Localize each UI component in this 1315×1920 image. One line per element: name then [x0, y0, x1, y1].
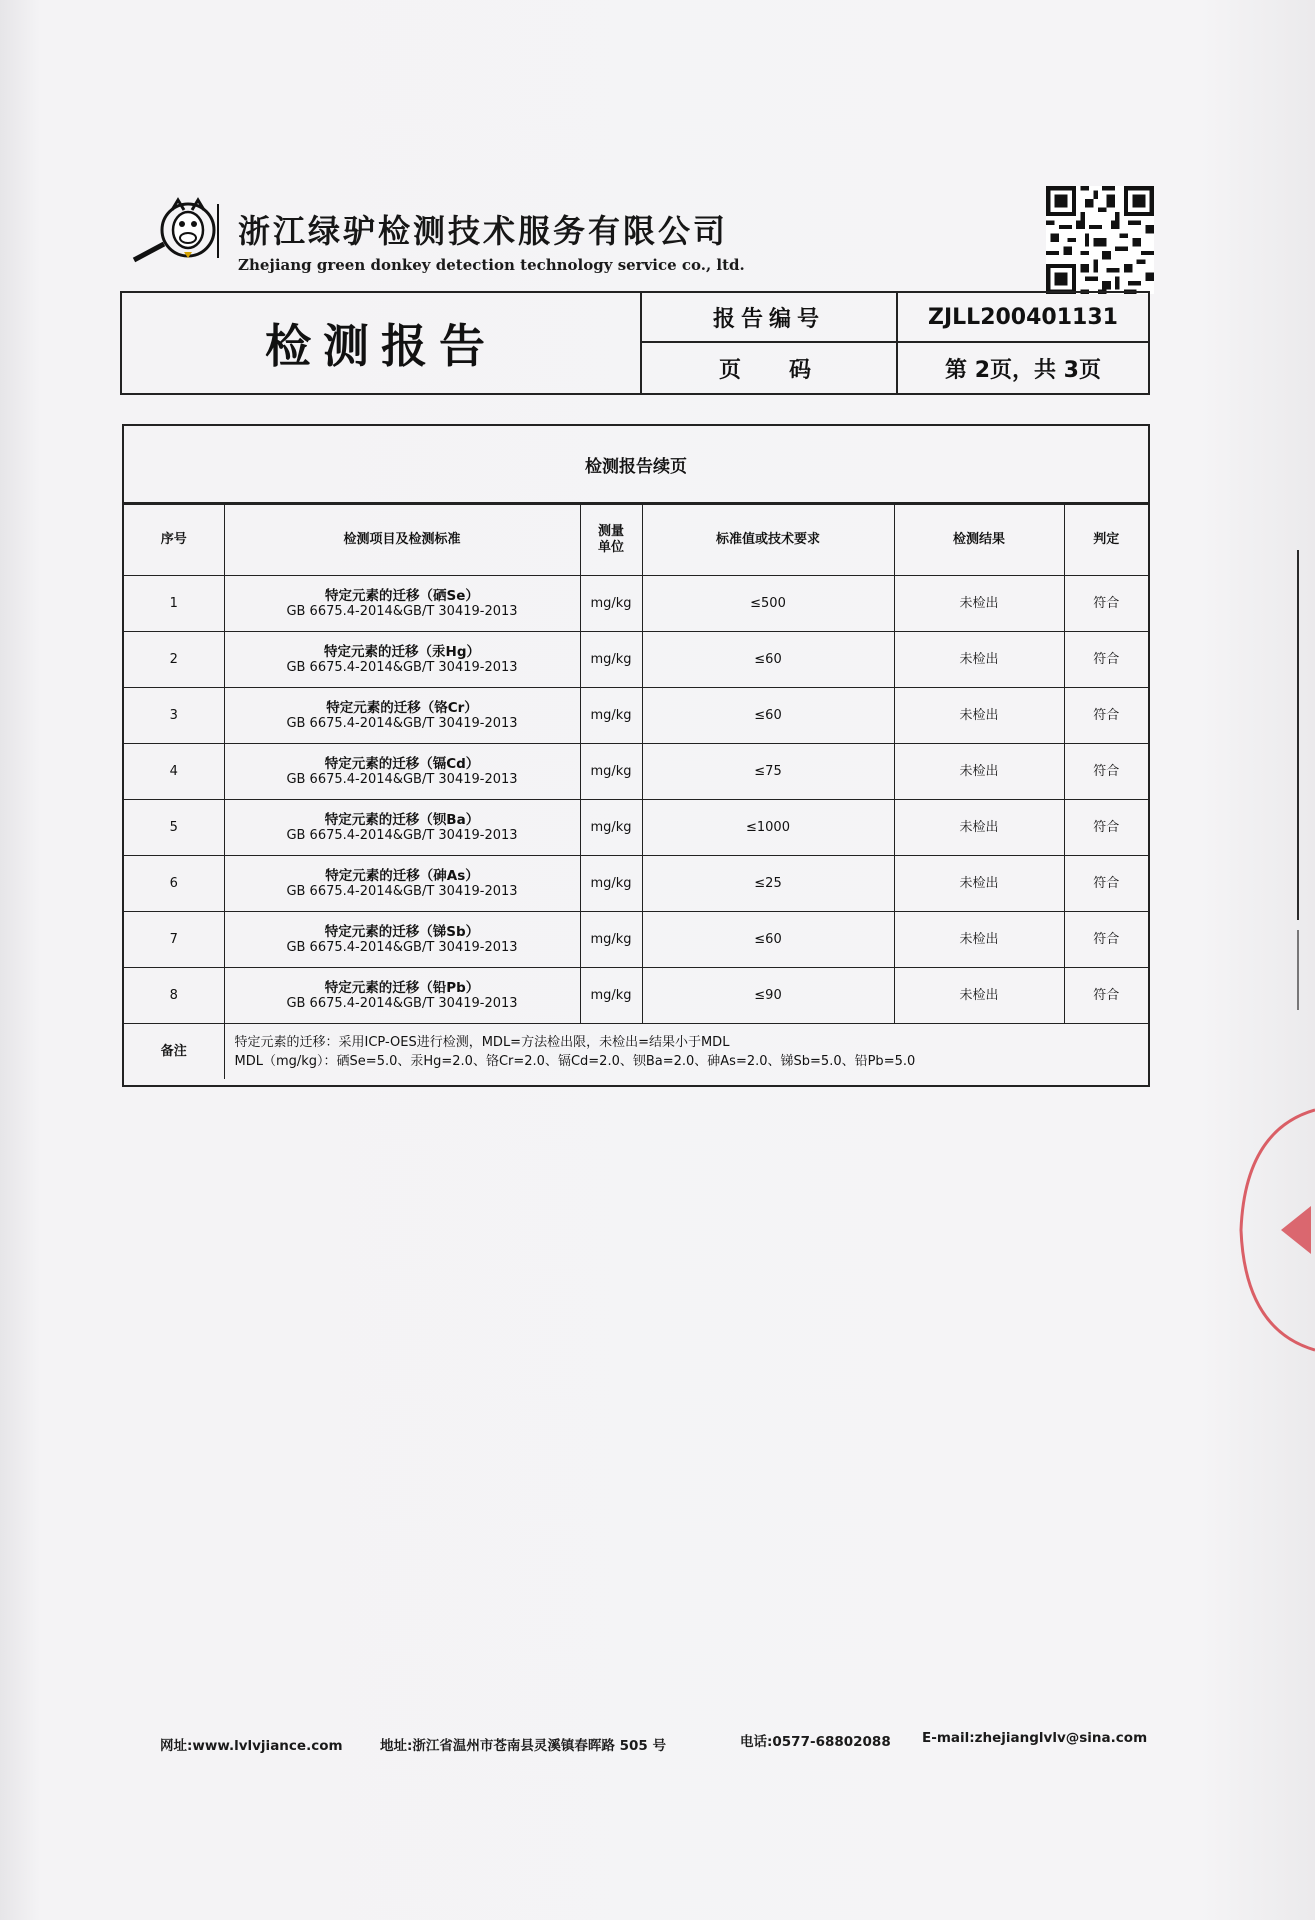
page-label: 页码	[642, 343, 898, 393]
cell-unit: mg/kg	[580, 744, 642, 800]
cell-seq: 8	[124, 968, 224, 1024]
cell-limit: ≤75	[642, 744, 894, 800]
report-title-block	[120, 291, 1150, 395]
footer-address: 地址:浙江省温州市苍南县灵溪镇春晖路 505 号	[380, 1738, 666, 1754]
cell-result: 未检出	[894, 632, 1064, 688]
header-seq: 序号	[124, 505, 224, 576]
table-row	[124, 800, 1148, 856]
cell-result: 未检出	[894, 856, 1064, 912]
cell-item: 特定元素的迁移（铬Cr） GB 6675.4-2014&GB/T 30419-2013	[224, 688, 580, 744]
cell-limit: ≤60	[642, 632, 894, 688]
footer-website: 网址:www.lvlvjiance.com	[160, 1738, 343, 1754]
cell-verdict: 符合	[1064, 632, 1148, 688]
cell-item: 特定元素的迁移（汞Hg） GB 6675.4-2014&GB/T 30419-2013	[224, 632, 580, 688]
footer-email: E-mail:zhejianglvlv@sina.com	[922, 1730, 1148, 1746]
report-table-container	[122, 424, 1150, 1087]
footer-phone: 电话:0577-68802088	[740, 1734, 891, 1750]
cell-item: 特定元素的迁移（钡Ba） GB 6675.4-2014&GB/T 30419-2013	[224, 800, 580, 856]
cell-unit: mg/kg	[580, 688, 642, 744]
table-title: 检测报告续页	[124, 426, 1148, 504]
cell-unit: mg/kg	[580, 912, 642, 968]
table-row	[124, 968, 1148, 1024]
results-table	[124, 504, 1148, 1079]
header-verdict: 判定	[1064, 505, 1148, 576]
cell-limit: ≤25	[642, 856, 894, 912]
note-line-1: 特定元素的迁移：采用ICP-OES进行检测，MDL=方法检出限，未检出=结果小于MDL	[234, 1034, 730, 1050]
page-edge-line	[1297, 550, 1299, 920]
header-item: 检测项目及检测标准	[224, 505, 580, 576]
page-edge-line-lower	[1297, 930, 1299, 1010]
table-header-row	[124, 505, 1148, 576]
cell-limit: ≤1000	[642, 800, 894, 856]
cell-item: 特定元素的迁移（锑Sb） GB 6675.4-2014&GB/T 30419-2013	[224, 912, 580, 968]
cell-verdict: 符合	[1064, 912, 1148, 968]
cell-limit: ≤500	[642, 576, 894, 632]
cell-verdict: 符合	[1064, 968, 1148, 1024]
cell-verdict: 符合	[1064, 800, 1148, 856]
table-row	[124, 856, 1148, 912]
cell-unit: mg/kg	[580, 576, 642, 632]
company-name-en: Zhejiang green donkey detection technology service co., ltd.	[238, 256, 745, 274]
cell-item: 特定元素的迁移（硒Se） GB 6675.4-2014&GB/T 30419-2013	[224, 576, 580, 632]
cell-verdict: 符合	[1064, 744, 1148, 800]
cell-limit: ≤60	[642, 688, 894, 744]
cell-result: 未检出	[894, 576, 1064, 632]
report-no-value: ZJLL200401131	[898, 293, 1148, 343]
company-name-cn: 浙江绿驴检测技术服务有限公司	[238, 212, 729, 250]
cell-verdict: 符合	[1064, 576, 1148, 632]
note-line-2: MDL（mg/kg）：硒Se=5.0、汞Hg=2.0、铬Cr=2.0、镉Cd=2.0、钡Ba=2.0、砷As=2.0、锑Sb=5.0、铅Pb=5.0	[234, 1053, 916, 1069]
table-row	[124, 688, 1148, 744]
note-row	[124, 1024, 1148, 1080]
cell-item: 特定元素的迁移（砷As） GB 6675.4-2014&GB/T 30419-2013	[224, 856, 580, 912]
cell-verdict: 符合	[1064, 688, 1148, 744]
cell-unit: mg/kg	[580, 632, 642, 688]
cell-seq: 7	[124, 912, 224, 968]
donkey-logo-icon	[132, 196, 228, 264]
qr-code-icon	[1046, 186, 1154, 294]
report-no-label: 报告编号	[642, 293, 898, 343]
cell-seq: 2	[124, 632, 224, 688]
header-standard: 标准值或技术要求	[642, 505, 894, 576]
table-row	[124, 632, 1148, 688]
cell-seq: 4	[124, 744, 224, 800]
cell-unit: mg/kg	[580, 800, 642, 856]
cell-result: 未检出	[894, 912, 1064, 968]
cell-item: 特定元素的迁移（镉Cd） GB 6675.4-2014&GB/T 30419-2013	[224, 744, 580, 800]
company-header	[238, 206, 745, 274]
cell-result: 未检出	[894, 688, 1064, 744]
table-row	[124, 912, 1148, 968]
cell-seq: 1	[124, 576, 224, 632]
cell-seq: 5	[124, 800, 224, 856]
cell-limit: ≤60	[642, 912, 894, 968]
header-unit: 测量 单位	[580, 505, 642, 576]
cell-result: 未检出	[894, 744, 1064, 800]
cell-seq: 3	[124, 688, 224, 744]
cell-result: 未检出	[894, 968, 1064, 1024]
table-row	[124, 744, 1148, 800]
company-seal-stamp	[1235, 1100, 1315, 1360]
note-text	[224, 1024, 1148, 1080]
cell-seq: 6	[124, 856, 224, 912]
cell-item: 特定元素的迁移（铅Pb） GB 6675.4-2014&GB/T 30419-2013	[224, 968, 580, 1024]
cell-unit: mg/kg	[580, 856, 642, 912]
cell-result: 未检出	[894, 800, 1064, 856]
table-row	[124, 576, 1148, 632]
cell-limit: ≤90	[642, 968, 894, 1024]
cell-verdict: 符合	[1064, 856, 1148, 912]
page-value: 第 2页，共 3页	[945, 357, 1101, 383]
note-label: 备注	[124, 1024, 224, 1080]
cell-unit: mg/kg	[580, 968, 642, 1024]
report-title: 检测报告	[122, 293, 642, 393]
header-result: 检测结果	[894, 505, 1064, 576]
